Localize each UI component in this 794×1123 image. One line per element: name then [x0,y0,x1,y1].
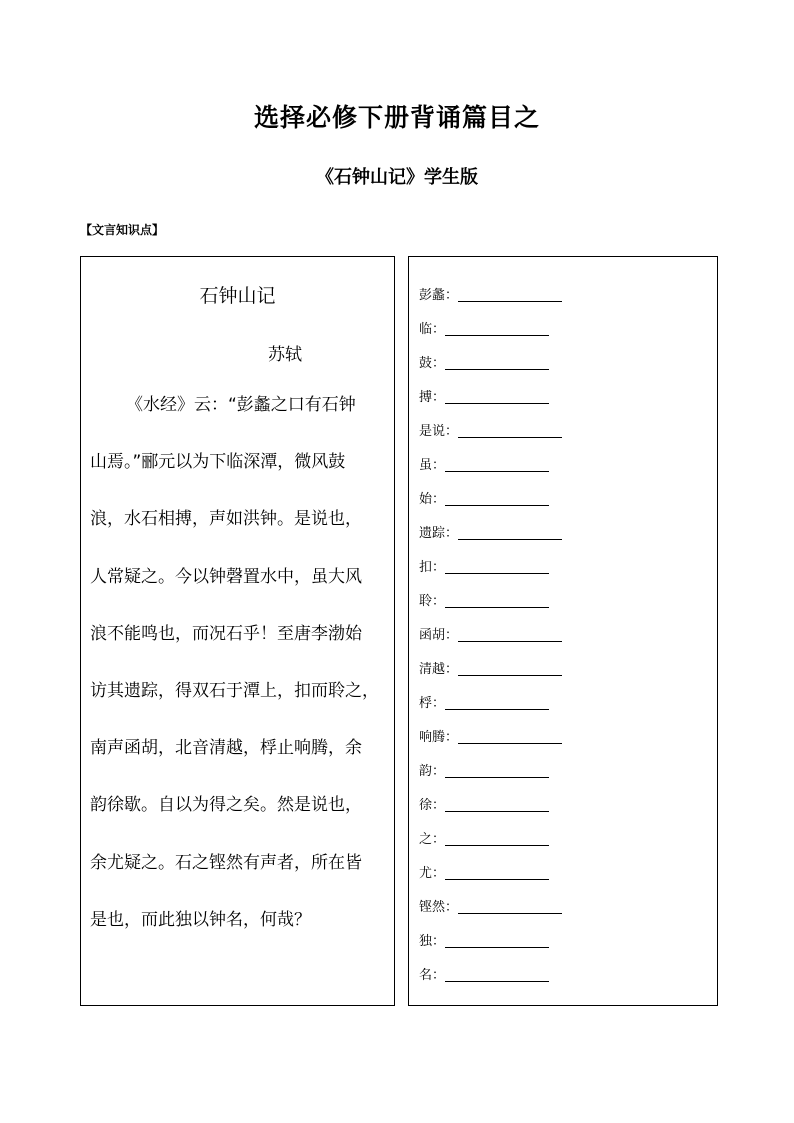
answer-blank[interactable] [445,947,549,948]
vocab-item [419,611,709,645]
vocab-term: 临： [419,322,446,337]
vocab-term: 搏： [419,390,446,405]
passage-author: 苏轼 [268,345,302,365]
vocab-item [419,713,709,747]
vocab-term: 名： [419,968,446,983]
passage-line: 山焉。”郦元以为下临深潭，微风鼓 [90,452,346,473]
answer-blank[interactable] [445,811,549,812]
vocab-list [419,271,709,985]
passage-line: 是也，而此独以钟名，何哉？ [90,909,311,930]
vocab-term: 是说： [419,424,459,439]
passage-line: 《水经》云：“彭蠡之口有石钟 [126,395,356,415]
answer-blank[interactable] [458,675,562,676]
vocab-item [419,339,709,373]
answer-blank[interactable] [445,505,549,506]
passage-line: 南声函胡，北音清越，桴止响腾，余 [90,738,362,759]
vocab-item [419,679,709,713]
vocab-term: 彭蠡： [419,288,459,303]
answer-blank[interactable] [458,743,562,744]
answer-blank[interactable] [458,539,562,540]
vocab-term: 之： [419,832,446,847]
passage-line: 人常疑之。今以钟磬置水中，虽大风 [90,566,362,587]
vocab-term: 响腾： [419,730,459,745]
answer-blank[interactable] [445,573,549,574]
passage-line: 访其遗踪，得双石于潭上，扣而聆之， [90,680,379,701]
vocab-item [419,883,709,917]
vocab-term: 桴： [419,696,446,711]
vocab-item [419,815,709,849]
answer-blank[interactable] [445,369,549,370]
passage-line: 余尤疑之。石之铿然有声者，所在皆 [90,852,362,873]
answer-blank[interactable] [445,709,549,710]
vocab-term: 独： [419,934,446,949]
answer-blank[interactable] [445,879,549,880]
passage-line: 韵徐歇。自以为得之矣。然是说也， [90,795,362,816]
answer-blank[interactable] [458,437,562,438]
vocab-term: 清越： [419,662,459,677]
passage-title: 石钟山记 [199,285,276,307]
vocab-item [419,645,709,679]
page-title: 选择必修下册背诵篇目之 [253,103,540,132]
answer-blank[interactable] [458,301,562,302]
vocab-term: 遗踪： [419,526,459,541]
vocab-box [408,256,718,1006]
vocab-term: 韵： [419,764,446,779]
vocab-item [419,373,709,407]
vocab-term: 尤： [419,866,446,881]
vocab-item [419,271,709,305]
page-subtitle: 《石钟山记》学生版 [316,167,478,188]
vocab-item [419,781,709,815]
vocab-item [419,441,709,475]
answer-blank[interactable] [445,471,549,472]
vocab-item [419,951,709,985]
passage-line: 浪，水石相搏，声如洪钟。是说也， [90,509,362,530]
vocab-term: 聆： [419,594,446,609]
answer-blank[interactable] [445,403,549,404]
vocab-term: 铿然： [419,900,459,915]
answer-blank[interactable] [445,607,549,608]
vocab-term: 扣： [419,560,446,575]
vocab-item [419,509,709,543]
vocab-item [419,475,709,509]
vocab-term: 鼓： [419,356,446,371]
vocab-item [419,577,709,611]
vocab-item [419,747,709,781]
passage-box [80,256,395,1006]
vocab-item [419,849,709,883]
passage-line: 浪不能鸣也，而况石乎！至唐李渤始 [90,623,362,644]
vocab-item [419,543,709,577]
answer-blank[interactable] [445,981,549,982]
answer-blank[interactable] [445,777,549,778]
answer-blank[interactable] [458,641,562,642]
answer-blank[interactable] [458,913,562,914]
answer-blank[interactable] [445,845,549,846]
vocab-item [419,407,709,441]
passage-body [90,377,390,949]
answer-blank[interactable] [445,335,549,336]
vocab-term: 函胡： [419,628,459,643]
vocab-term: 徐： [419,798,446,813]
vocab-term: 始： [419,492,446,507]
section-label: 【文言知识点】 [80,223,165,237]
vocab-item [419,305,709,339]
vocab-term: 虽： [419,458,446,473]
vocab-item [419,917,709,951]
